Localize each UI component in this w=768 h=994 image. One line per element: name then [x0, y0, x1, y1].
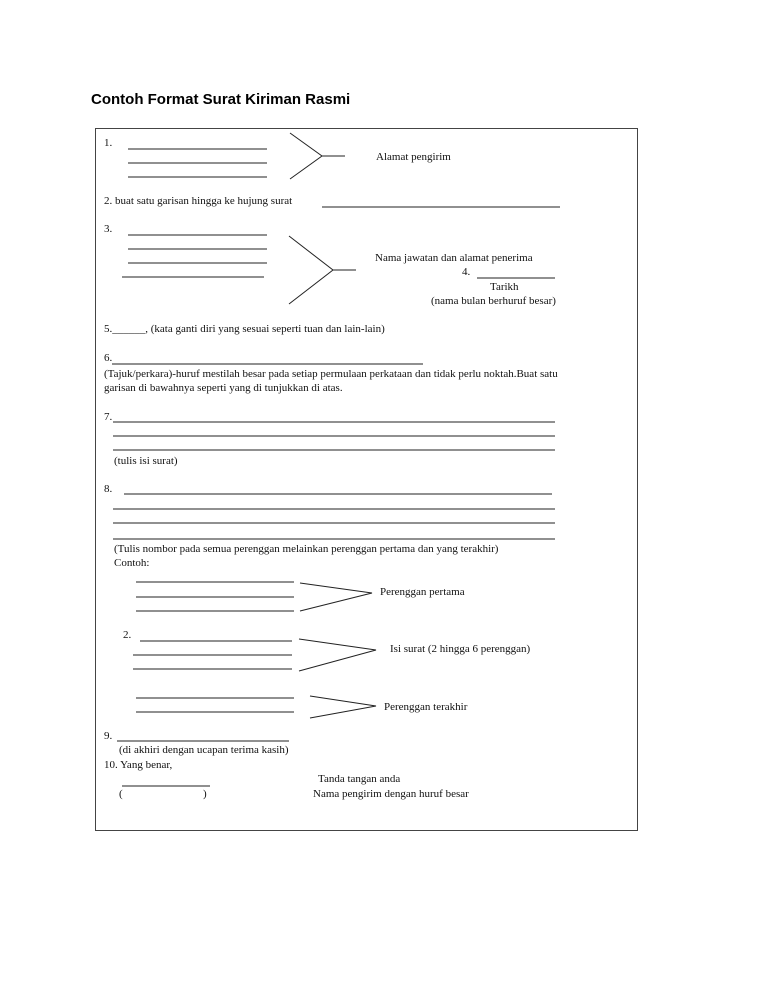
bracket-arrow	[310, 696, 376, 718]
name-paren-close: )	[203, 788, 207, 800]
section-10-text: 10. Yang benar,	[104, 759, 173, 771]
bracket-arrow	[289, 236, 333, 304]
last-paragraph-label: Perenggan terakhir	[384, 701, 468, 713]
section-3-number: 3.	[104, 223, 113, 235]
section-7-note: (tulis isi surat)	[114, 455, 178, 467]
date-note: (nama bulan berhuruf besar)	[431, 295, 556, 307]
sender-address-label: Alamat pengirim	[376, 151, 451, 163]
recipient-label: Nama jawatan dan alamat penerima	[375, 252, 533, 264]
section-8-note: (Tulis nombor pada semua perenggan melainkan perenggan pertama dan yang terakhir)	[114, 543, 499, 555]
section-6-number: 6.	[104, 352, 113, 364]
section-8-number: 8.	[104, 483, 113, 495]
middle-paragraphs-label: Isi surat (2 hingga 6 perenggan)	[390, 643, 531, 655]
section-9-note: (di akhiri dengan ucapan terima kasih)	[119, 744, 289, 756]
section-7-number: 7.	[104, 411, 113, 423]
section-6-line-1: (Tajuk/perkara)-huruf mestilah besar pada setiap permulaan perkataan dan tidak perlu noktah.Buat satu	[104, 368, 558, 380]
date-label: Tarikh	[490, 281, 519, 293]
section-9-number: 9.	[104, 730, 113, 742]
section-2-text: 2. buat satu garisan hingga ke hujung surat	[104, 195, 293, 207]
page-title: Contoh Format Surat Kiriman Rasmi	[91, 91, 351, 108]
signature-label: Tanda tangan anda	[318, 773, 401, 785]
name-paren-open: (	[119, 788, 123, 800]
section-6-line-2: garisan di bawahnya seperti yang di tunjukkan di atas.	[104, 382, 343, 394]
example-label: Contoh:	[114, 557, 150, 569]
first-paragraph-label: Perenggan pertama	[380, 586, 465, 598]
paragraph-2-number: 2.	[123, 629, 132, 641]
bracket-arrow	[299, 639, 376, 671]
bracket-arrow	[290, 133, 322, 179]
bracket-arrow	[300, 583, 372, 611]
section-1-number: 1.	[104, 137, 113, 149]
section-5-text: 5.______, (kata ganti diri yang sesuai seperti tuan dan lain-lain)	[104, 323, 385, 335]
section-4-number: 4.	[462, 266, 471, 278]
sender-name-label: Nama pengirim dengan huruf besar	[313, 788, 469, 800]
